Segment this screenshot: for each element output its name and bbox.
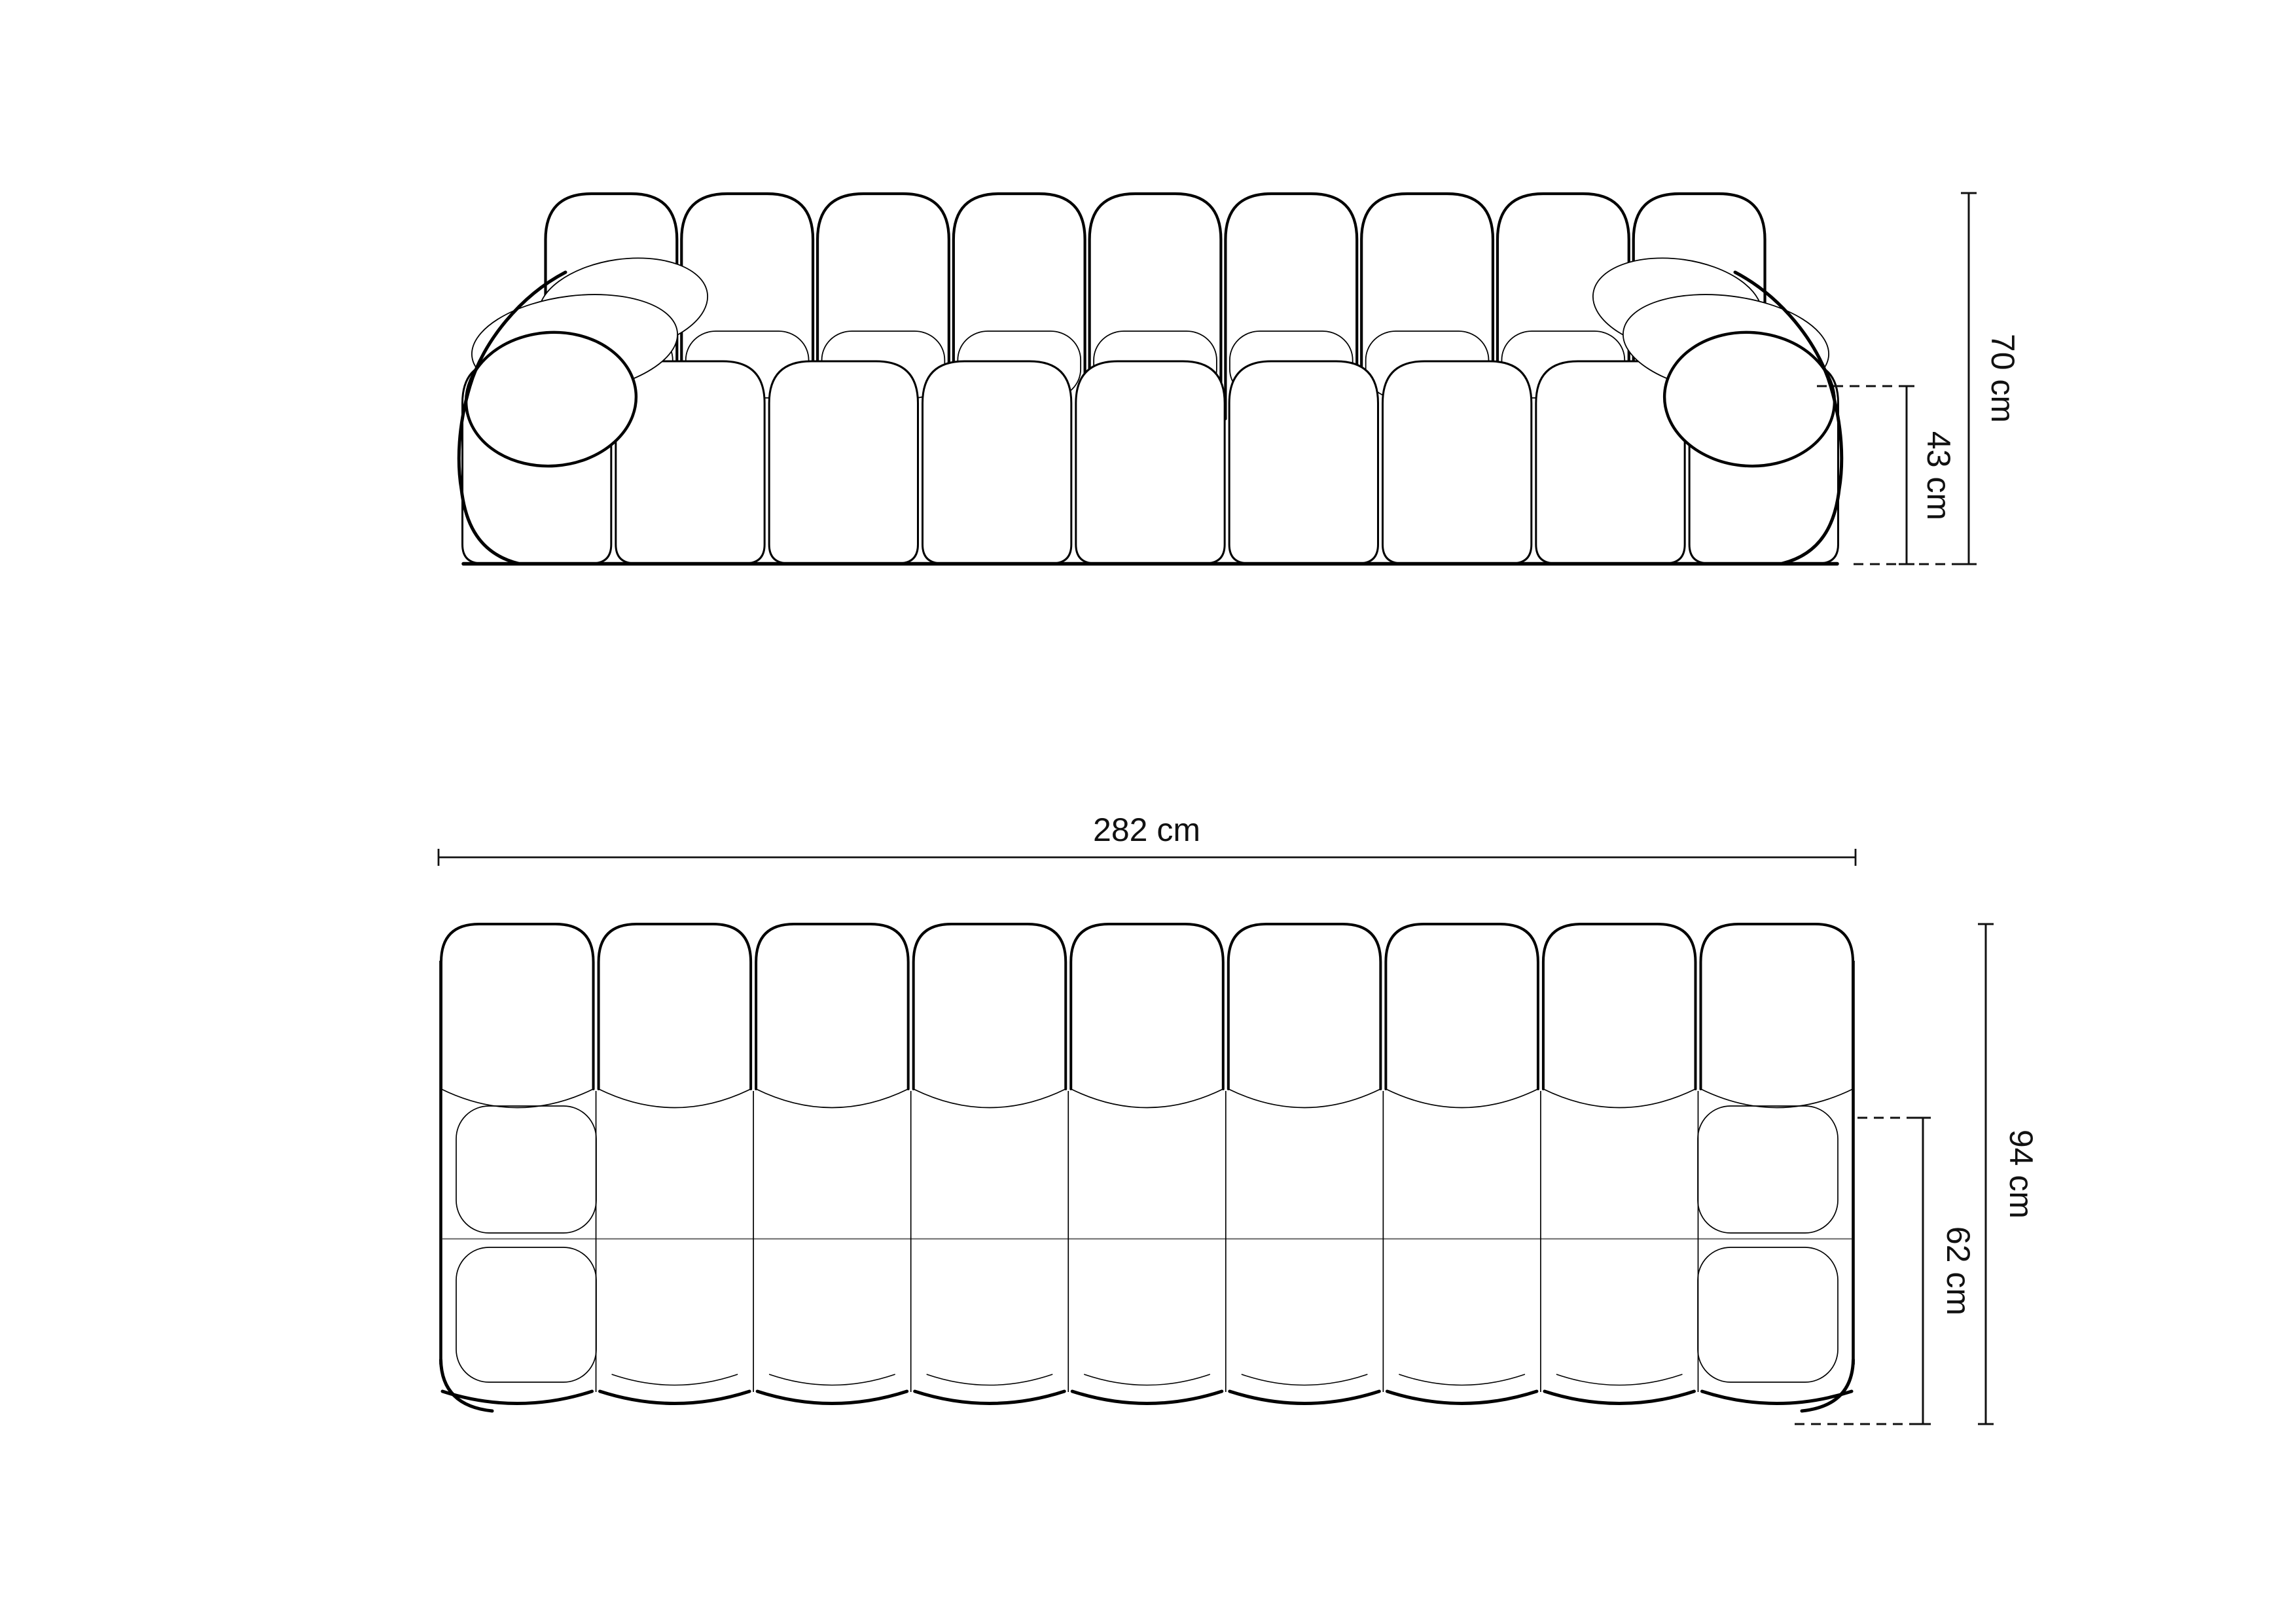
dim-label-total-width: 282 cm: [1093, 812, 1200, 849]
dimension-line-total-depth: [1978, 924, 1994, 1424]
dim-label-seat-depth: 62 cm: [1939, 1226, 1977, 1316]
top-armrest-pads: [456, 1106, 1838, 1382]
top-cushion-seams: [441, 1089, 1853, 1108]
front-seat-cushions: [463, 361, 1839, 563]
front-view-dimensions: [1817, 193, 2021, 564]
dimension-line-total-width: [439, 849, 1856, 866]
dimension-line-total-height: [1961, 193, 1977, 564]
dimension-line-seat-depth: [1915, 1118, 1931, 1424]
dim-label-seat-height: 43 cm: [1920, 431, 1957, 521]
front-view-drawing: [459, 194, 1841, 564]
top-view-dimensions: [439, 812, 2039, 1424]
top-back-cushions: [441, 924, 1853, 1089]
dimension-line-seat-height: [1899, 386, 1914, 564]
top-module-dividers: [596, 1091, 1698, 1392]
top-view-drawing: [441, 924, 1854, 1411]
dim-label-total-depth: 94 cm: [2002, 1129, 2039, 1219]
dim-label-total-height: 70 cm: [1984, 333, 2021, 423]
